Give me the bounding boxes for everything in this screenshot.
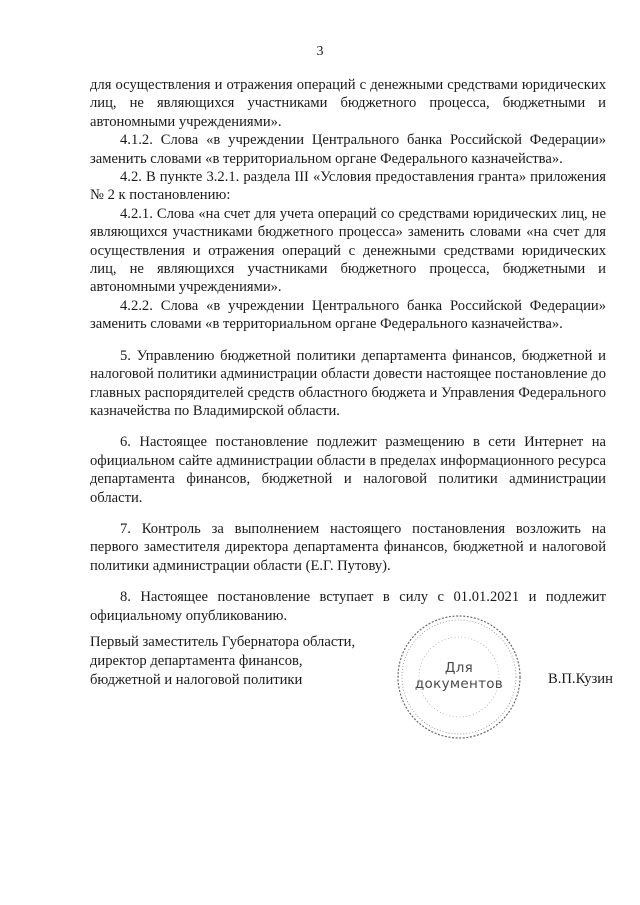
signatory-title-line: бюджетной и налоговой политики bbox=[90, 672, 303, 688]
paragraph-4-2-1: 4.2.1. Слова «на счет для учета операций со средствами юридических лиц, не являющихся участниками бюджетного процесса» заменить словами «на счет для осуществления и отражения операций с денежными средствами юридических лиц, не являющихся участниками бюджетного процесса, бюджетными и автономными учреждениями». bbox=[90, 205, 606, 296]
paragraph-5: 5. Управлению бюджетной политики департамента финансов, бюджетной и налоговой политики администрации области довести настоящее постановление до главных распорядителей средств областного бюджета и Управления Федерального казначейства по Владимирской области. bbox=[90, 347, 606, 419]
page-number: 3 bbox=[316, 44, 324, 59]
signatory-title bbox=[90, 633, 355, 690]
paragraph-4-2: 4.2. В пункте 3.2.1. раздела III «Условия предоставления гранта» приложения № 2 к постановлению: bbox=[90, 169, 606, 204]
paragraph-6: 6. Настоящее постановление подлежит размещению в сети Интернет на официальном сайте администрации области в пределах информационного ресурса департамента финансов, бюджетной и налоговой политики администрации области. bbox=[90, 434, 606, 506]
paragraph-4-1-2: 4.1.2. Слова «в учреждении Центрального банка Российской Федерации» заменить словами «в территориальном органе Федерального казначейства». bbox=[90, 132, 606, 167]
stamp-text-line: документов bbox=[414, 676, 504, 692]
paragraph-continuation: для осуществления и отражения операций с денежными средствами юридических лиц, не являющихся участниками бюджетного процесса, бюджетными и автономными учреждениями». bbox=[90, 77, 606, 130]
signatory-name: В.П.Кузин bbox=[548, 671, 613, 687]
paragraph-8: 8. Настоящее постановление вступает в силу с 01.01.2021 и подлежит официальному опубликованию. bbox=[90, 589, 606, 624]
stamp-text-line: Для bbox=[444, 660, 474, 676]
signatory-title-line: директор департамента финансов, bbox=[90, 653, 303, 669]
official-seal-stamp bbox=[394, 612, 524, 742]
signatory-title-line: Первый заместитель Губернатора области, bbox=[90, 634, 356, 650]
paragraph-7: 7. Контроль за выполнением настоящего постановления возложить на первого заместителя директора департамента финансов, бюджетной и налоговой политики администрации области (Е.Г. Путову). bbox=[90, 520, 606, 574]
document-body bbox=[90, 76, 606, 625]
paragraph-4-2-2: 4.2.2. Слова «в учреждении Центрального банка Российской Федерации» заменить словами «в территориальном органе Федерального казначейства». bbox=[90, 297, 606, 333]
